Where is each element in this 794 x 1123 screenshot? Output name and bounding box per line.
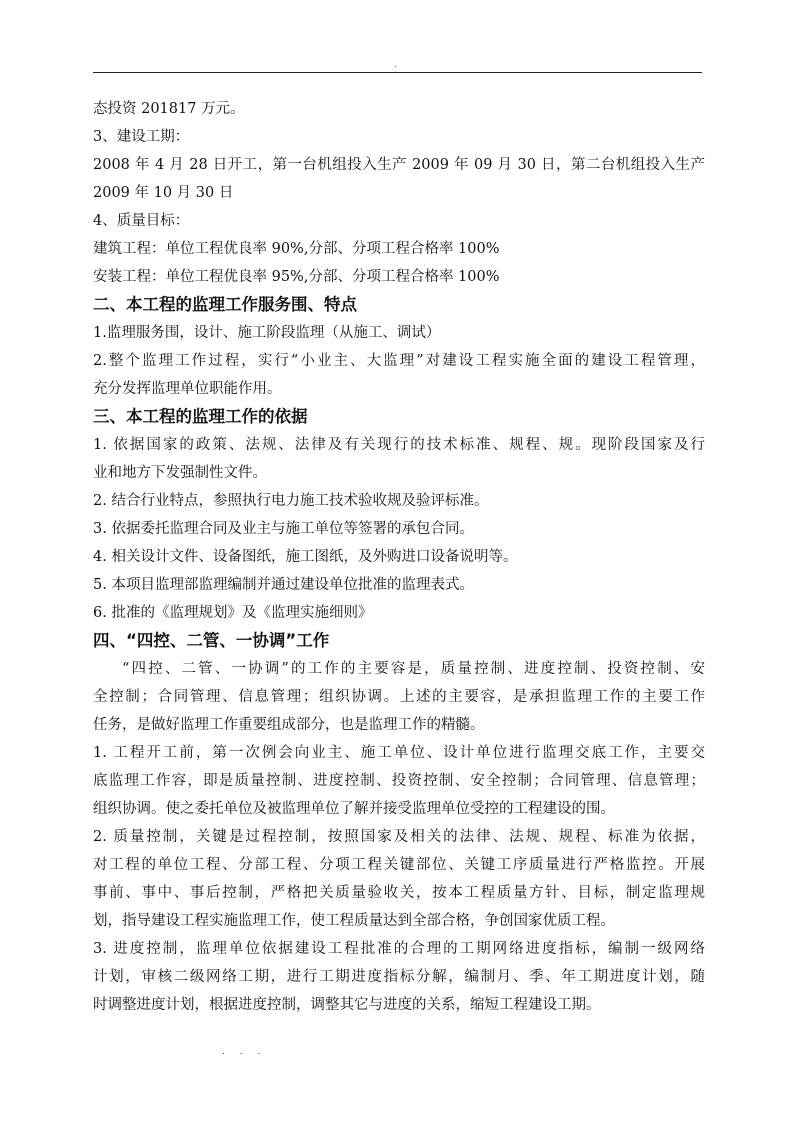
text-line: 4、质量目标： [93,213,190,229]
text-line: 对工程的单位工程、分部工程、分项工程关键部位、关键工序质量进行严格监控。开展 [93,857,705,873]
text-line: “四控、二管、一协调”的工作的主要容是，质量控制、进度控制、投资控制、安 [122,661,705,677]
text-line: 任务，是做好监理工作重要组成部分，也是监理工作的精髓。 [93,717,485,733]
text-line: 态投资 201817 万元。 [93,101,245,117]
text-line: 1.监理服务围，设计、施工阶段监理（从施工、调试） [93,325,441,341]
footer-dots: . . . [222,1047,267,1057]
text-line: 6. 批准的《监理规划》及《监理实施细则》 [93,605,373,621]
text-line: 组织协调。使之委托单位及被监理单位了解并接受监理单位受控的工程建设的围。 [93,801,615,817]
text-line: 2. 结合行业特点，参照执行电力施工技术验收规及验评标准。 [93,493,489,509]
text-line: 5. 本项目监理部监理编制并通过建设单位批准的监理表式。 [93,577,474,593]
section-heading: 二、本工程的监理工作服务围、特点 [93,295,357,314]
header-rule [93,72,702,73]
text-line: 3. 依据委托监理合同及业主与施工单位等签署的承包合同。 [93,521,474,537]
text-line: 底监理工作容，即是质量控制、进度控制、投资控制、安全控制；合同管理、信息管理； [93,773,705,789]
section-heading: 四、“四控、二管、一协调”工作 [93,631,330,650]
text-line: 全控制；合同管理、信息管理；组织协调。上述的主要容，是承担监理工作的主要工作 [93,689,705,705]
text-line: 安装工程：单位工程优良率 95%,分部、分项工程合格率 100% [93,269,500,285]
text-line: 计划，审核二级网络工期，进行工期进度指标分解，编制月、季、年工期进度计划，随 [93,969,705,985]
text-line: 1. 工程开工前，第一次例会向业主、施工单位、设计单位进行监理交底工作，主要交 [93,745,705,761]
text-line: 2.整个监理工作过程，实行“小业主、大监理”对建设工程实施全面的建设工程管理， [93,353,705,369]
document-body [93,95,705,1019]
text-line: 3. 进度控制，监理单位依据建设工程批准的合理的工期网络进度指标，编制一级网络 [93,941,705,957]
text-line: 时调整进度计划，根据进度控制，调整其它与进度的关系，缩短工程建设工期。 [93,997,601,1013]
text-line: 2009 年 10 月 30 日 [93,185,234,201]
text-line: 3、建设工期： [93,129,190,145]
text-line: 2. 质量控制，关键是过程控制，按照国家及相关的法律、法规、规程、标准为依据， [93,829,705,845]
text-line: 划，指导建设工程实施监理工作，使工程质量达到全部合格，争创国家优质工程。 [93,913,615,929]
header-dot: . [394,60,397,69]
text-line: 建筑工程：单位工程优良率 90%,分部、分项工程合格率 100% [93,241,500,257]
text-line: 1. 依据国家的政策、法规、法律及有关现行的技术标准、规程、规。现阶段国家及行 [93,437,705,453]
text-line: 业和地方下发强制性文件。 [93,465,267,481]
text-line: 事前、事中、事后控制，严格把关质量验收关，按本工程质量方针、目标，制定监理规 [93,885,705,901]
text-line: 2008 年 4 月 28 日开工，第一台机组投入生产 2009 年 09 月 30 日，第二台机组投入生产 [93,157,705,173]
text-line: 充分发挥监理单位职能作用。 [93,381,282,397]
section-heading: 三、本工程的监理工作的依据 [93,407,308,426]
text-line: 4. 相关设计文件、设备图纸，施工图纸，及外购进口设备说明等。 [93,549,518,565]
